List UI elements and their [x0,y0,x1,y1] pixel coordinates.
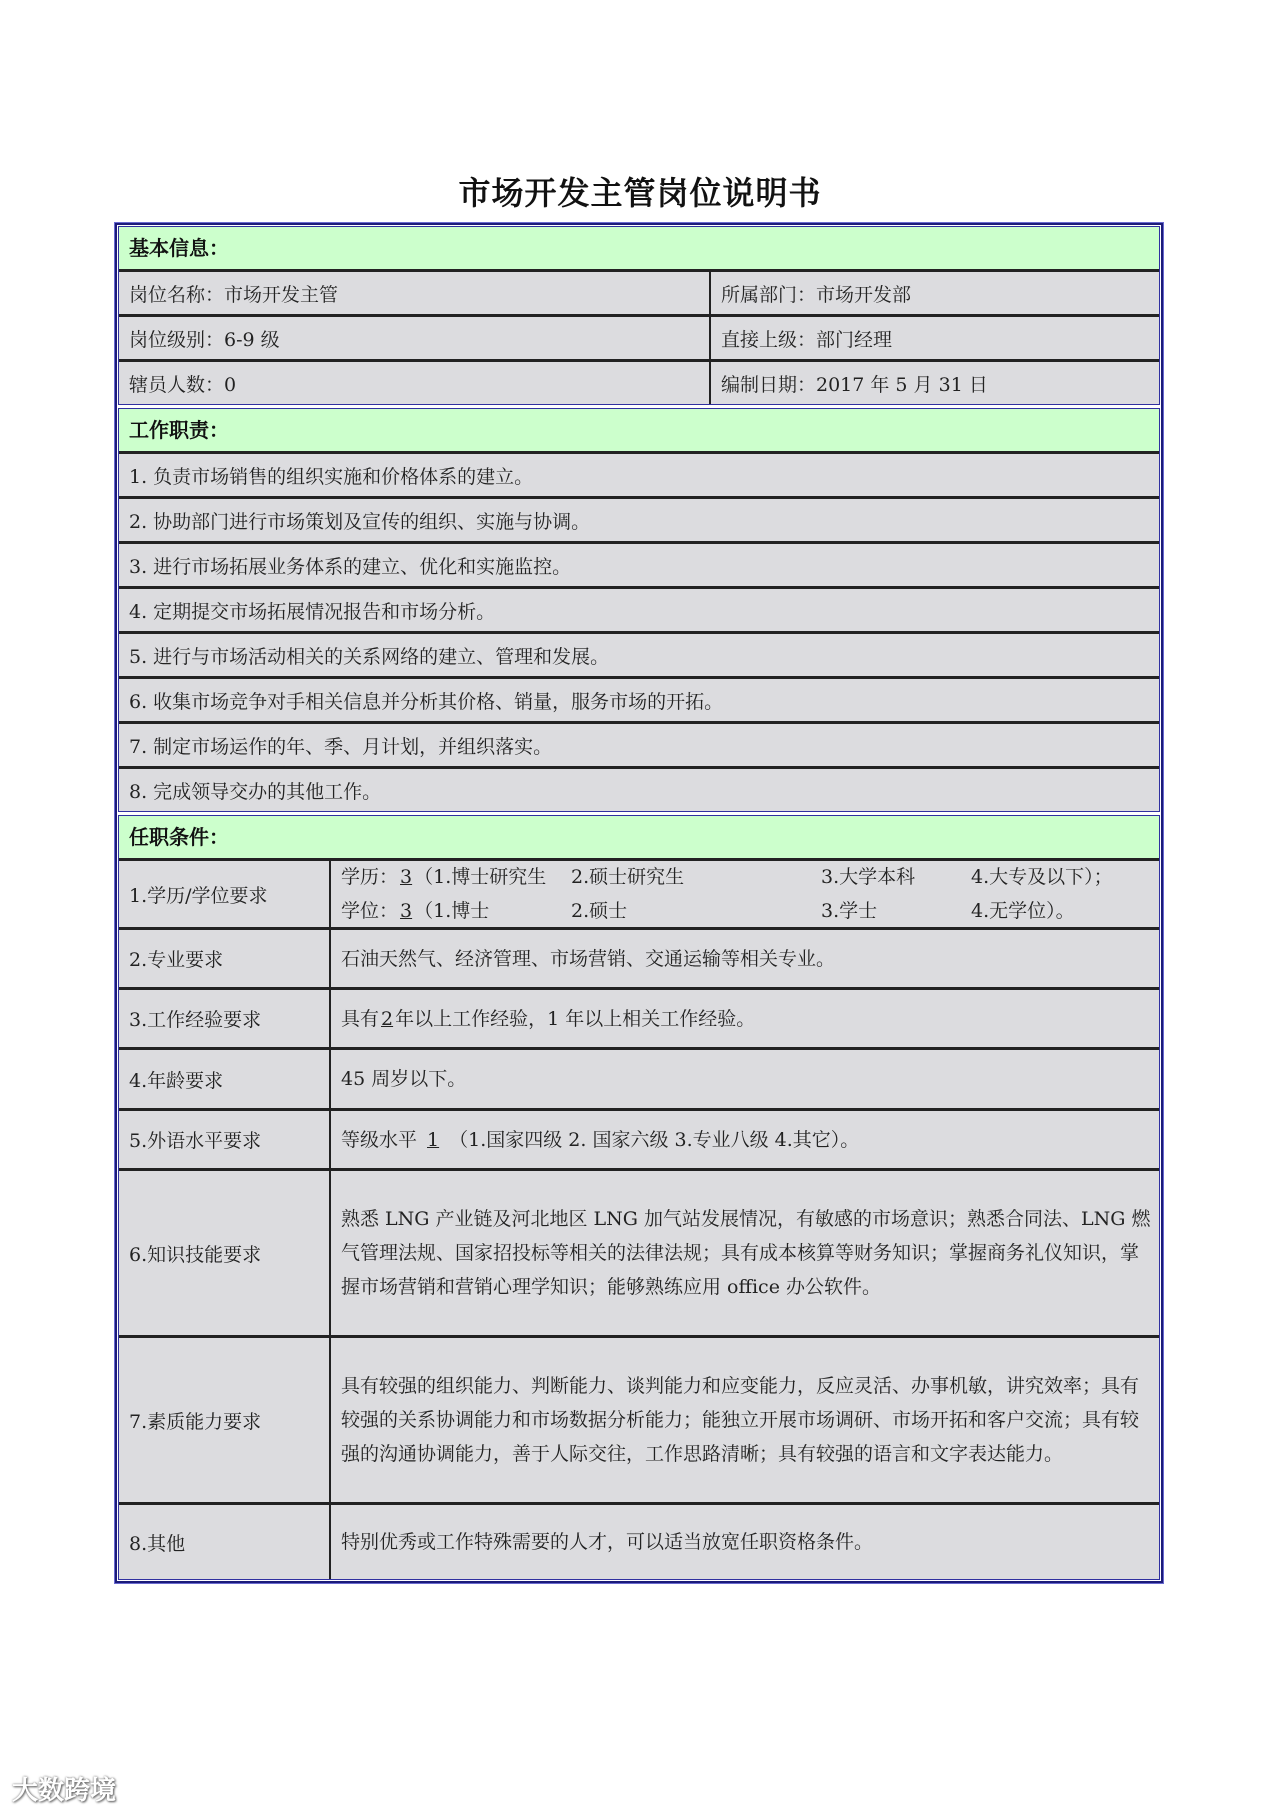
other-row [119,1505,1159,1579]
duty-item [119,544,1159,589]
section-header-requirements: 任职条件： [119,816,1159,861]
title-field [341,894,571,928]
req-label: 2.专业要求 [119,930,331,987]
title-option: （1.博士 [414,900,490,922]
duty-item [119,769,1159,811]
req-value [331,990,1159,1047]
duty-text: 6. 收集市场竞争对手相关信息并分析其价格、销量，服务市场的开拓。 [129,690,724,713]
req-value: 45 周岁以下。 [341,1068,467,1090]
requirements-section [118,815,1160,1580]
degree-option: 2.硕士研究生 [571,866,685,888]
major-row [119,930,1159,990]
basic-info-section [118,226,1160,405]
duty-text: 1. 负责市场销售的组织实施和价格体系的建立。 [129,465,534,488]
direct-superior: 直接上级：部门经理 [721,328,893,351]
duty-item [119,634,1159,679]
duty-text: 4. 定期提交市场拓展情况报告和市场分析。 [129,600,496,623]
degree-prefix: 学历： [341,866,399,888]
staff-count: 辖员人数：0 [119,362,711,404]
title-option: 4.无学位）。 [971,900,1075,922]
duty-item [119,679,1159,724]
department: 所属部门：市场开发部 [721,283,912,306]
title-value: 3 [400,900,413,922]
title-prefix: 学位： [341,900,399,922]
compile-date: 编制日期：2017 年 5 月 31 日 [721,373,988,396]
duty-item [119,454,1159,499]
duty-item [119,724,1159,769]
language-post: （1.国家四级 2. 国家六级 3.专业八级 4.其它）。 [449,1128,860,1151]
table-row [119,272,1159,317]
duty-text: 8. 完成领导交办的其他工作。 [129,780,382,803]
section-header-basic: 基本信息： [119,227,1159,272]
language-level: 1 [427,1128,440,1151]
experience-row [119,990,1159,1050]
position-name: 岗位名称：市场开发主管 [119,272,711,314]
language-row [119,1111,1159,1171]
experience-years: 2 [381,1007,394,1030]
duty-text: 5. 进行与市场活动相关的关系网络的建立、管理和发展。 [129,645,610,668]
knowledge-row [119,1171,1159,1338]
duty-text: 2. 协助部门进行市场策划及宣传的组织、实施与协调。 [129,510,591,533]
duty-text: 7. 制定市场运作的年、季、月计划，并组织落实。 [129,735,553,758]
quality-row [119,1338,1159,1505]
table-row [119,362,1159,404]
degree-option: 4.大专及以下）； [971,866,1113,888]
req-value [331,1111,1159,1168]
title-option: 3.学士 [821,900,878,922]
age-row [119,1050,1159,1111]
degree-option: 3.大学本科 [821,866,916,888]
section-header-duties: 工作职责： [119,409,1159,454]
job-description-table [115,223,1163,1583]
req-value: 具有较强的组织能力、判断能力、谈判能力和应变能力，反应灵活、办事机敏，讲究效率；具有较强的关系协调能力和市场数据分析能力；能独立开展市场调研、市场开拓和客户交流；具有较强的沟通协调能力，善于人际交往，工作思路清晰；具有较强的语言和文字表达能力。 [341,1375,1140,1465]
req-label: 3.工作经验要求 [119,990,331,1047]
title-option: 2.硕士 [571,900,628,922]
degree-field [341,860,571,894]
watermark-logo: 大数跨境 [12,1776,117,1806]
req-label: 7.素质能力要求 [119,1338,331,1502]
req-label: 8.其他 [119,1505,331,1579]
req-label: 6.知识技能要求 [119,1171,331,1335]
degree-value: 3 [400,866,413,888]
req-label: 4.年龄要求 [119,1050,331,1108]
req-label: 5.外语水平要求 [119,1111,331,1168]
duties-section [118,408,1160,812]
duty-item [119,499,1159,544]
experience-post: 年以上工作经验，1 年以上相关工作经验。 [395,1007,756,1030]
req-value: 熟悉 LNG 产业链及河北地区 LNG 加气站发展情况，有敏感的市场意识；熟悉合同法、LNG 燃气管理法规、国家招投标等相关的法律法规；具有成本核算等财务知识；掌握商务礼仪知识，掌握市场营销和营销心理学知识；能够熟练应用 office 办公软件。 [341,1208,1151,1298]
education-value [331,861,1159,927]
degree-option: （1.博士研究生 [414,866,547,888]
duty-item [119,589,1159,634]
req-label: 1.学历/学位要求 [119,861,331,927]
table-row [119,317,1159,362]
education-grid [341,860,1113,928]
req-value: 特别优秀或工作特殊需要的人才，可以适当放宽任职资格条件。 [341,1531,874,1553]
document-title: 市场开发主管岗位说明书 [458,174,822,212]
education-row [119,861,1159,930]
req-value: 石油天然气、经济管理、市场营销、交通运输等相关专业。 [341,947,836,970]
language-pre: 等级水平 [341,1128,418,1151]
position-level: 岗位级别：6-9 级 [119,317,711,359]
experience-pre: 具有 [341,1007,380,1030]
duty-text: 3. 进行市场拓展业务体系的建立、优化和实施监控。 [129,555,572,578]
